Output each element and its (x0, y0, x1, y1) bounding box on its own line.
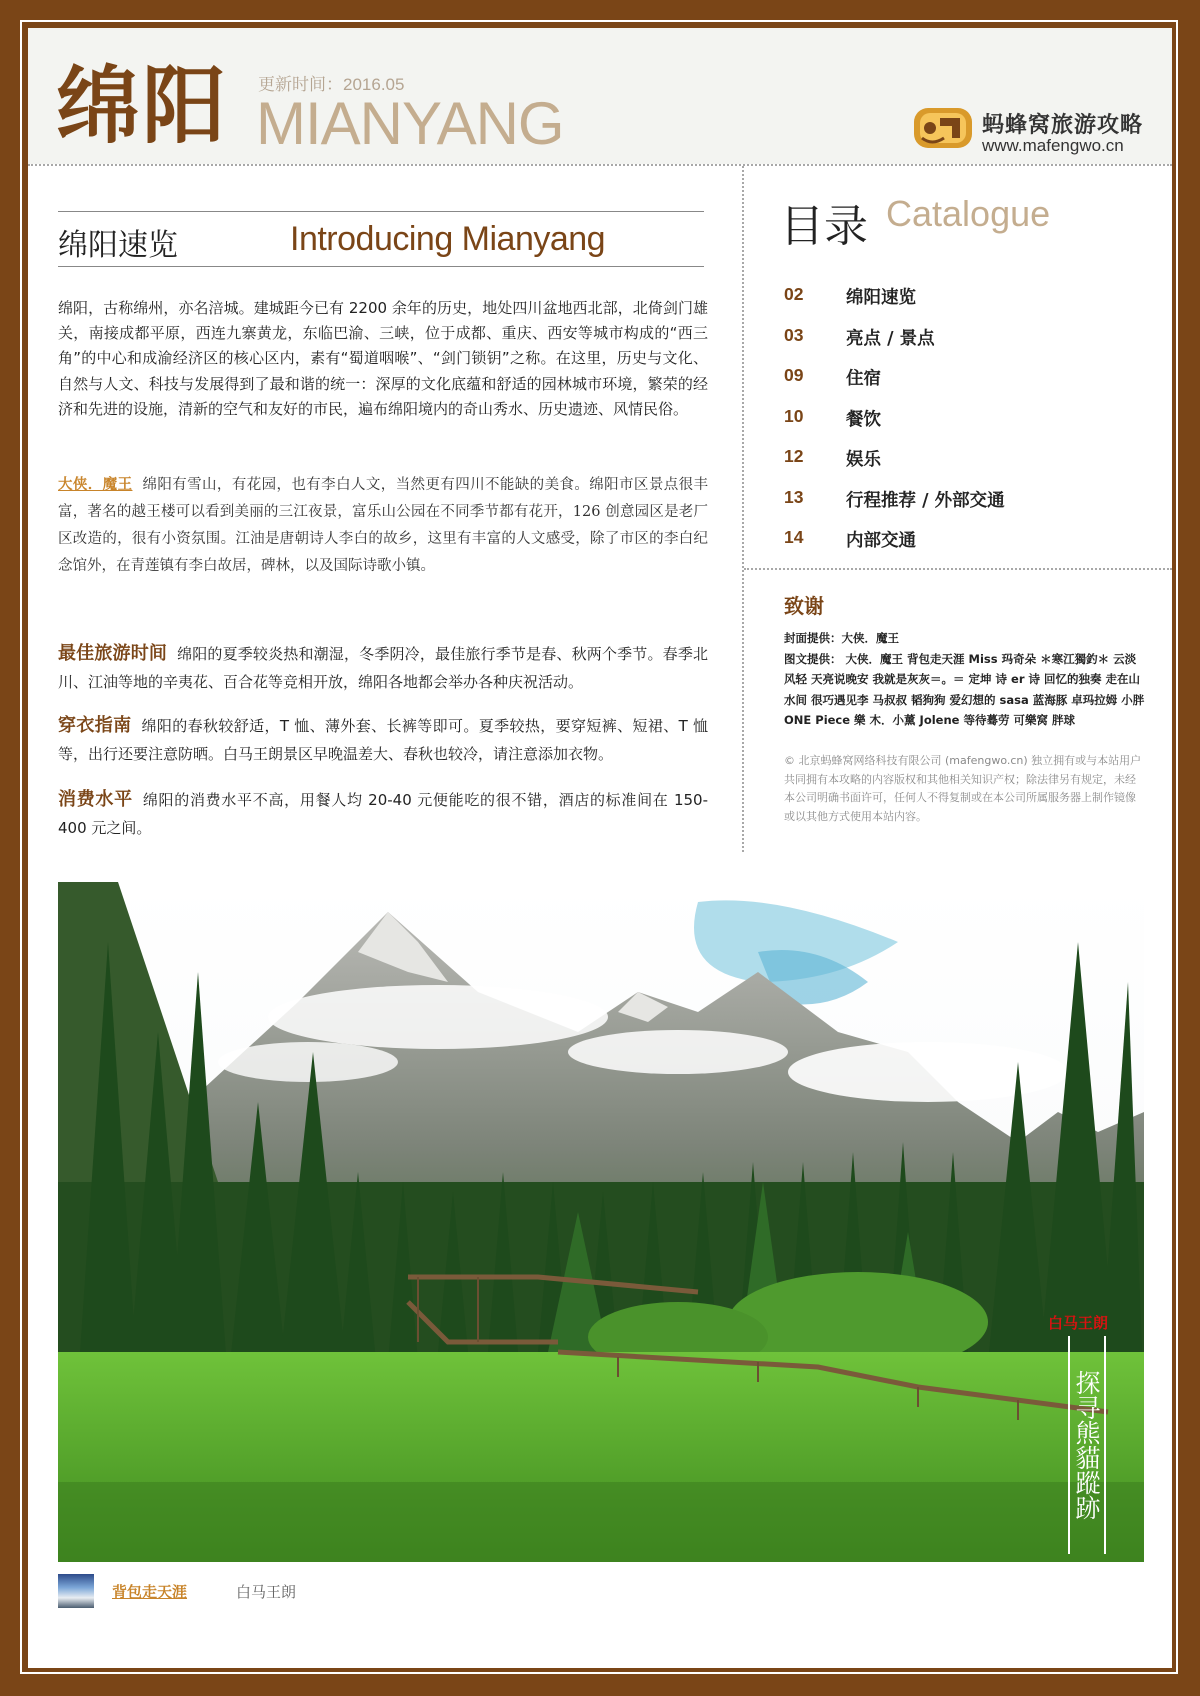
overview-title-en: Introducing Mianyang (290, 220, 606, 258)
photo-vertical-title: 探寻熊貓蹤跡 (1068, 1336, 1106, 1554)
quote-text: 绵阳有雪山，有花园，也有李白人文，当然更有四川不能缺的美食。绵阳市区景点很丰富，著名的越王楼可以看到美丽的三江夜景，富乐山公园在不同季节都有花开，126 创意园区是老厂区改造的，很有小资氛围。江油是唐朝诗人李白的故乡，这里有丰富的人文感受，除了市区的李白纪念馆外，在青莲镇有李白故居，碑林，以及国际诗歌小镇。 (58, 477, 709, 574)
toc-item[interactable] (784, 284, 1164, 325)
page-header (28, 28, 1172, 164)
toc-page-number: 10 (784, 405, 804, 426)
toc-item[interactable] (784, 527, 1164, 568)
overview-title-cn: 绵阳速览 (58, 228, 178, 263)
copyright-notice: © 北京蚂蜂窝网络科技有限公司 (mafengwo.cn) 独立拥有或与本站用户共同拥有本攻略的内容版权和其他相关知识产权；除法律另有规定，未经本公司明确书面许可，任何人不得复制或在本公司所属服务器上制作镜像或以其他方式使用本站内容。 (784, 754, 1142, 823)
tip-best-time (58, 640, 708, 696)
toc-item-label: 行程推荐 / 外部交通 (846, 490, 1005, 511)
update-time: 更新时间：2016.05 (258, 75, 405, 94)
toc-item[interactable] (784, 487, 1164, 528)
tip-cost (58, 786, 708, 842)
toc-page-number: 09 (784, 365, 804, 385)
photographer-avatar[interactable] (58, 1574, 94, 1608)
toc-page-number: 03 (784, 324, 804, 345)
catalog-divider (744, 568, 1172, 570)
cover-credit: 封面提供：大侠．魔王 (784, 631, 899, 645)
header-divider (28, 164, 1172, 166)
toc-item-label: 内部交通 (846, 531, 916, 551)
photo-credit (58, 1574, 658, 1608)
brand-name: 蚂蜂窝旅游攻略 (982, 113, 1144, 138)
tip-label: 最佳旅游时间 (58, 643, 168, 664)
tip-label: 消费水平 (58, 789, 133, 810)
mafengwo-logo-icon (912, 104, 974, 152)
toc-item[interactable] (784, 446, 1164, 487)
toc-page-number: 12 (784, 446, 804, 466)
toc-item-label: 住宿 (846, 369, 881, 389)
column-divider (742, 166, 744, 852)
mountain-forest-illustration (58, 882, 1144, 1562)
city-name-cn: 绵阳 (56, 57, 229, 155)
catalog-title-en: Catalogue (886, 193, 1051, 234)
toc-page-number: 13 (784, 486, 804, 507)
toc-item-label: 娱乐 (846, 450, 881, 470)
traveler-quote (58, 472, 708, 580)
tip-text: 绵阳的夏季较炎热和潮湿，冬季阴冷，最佳旅行季节是春、秋两个季节。春季北川、江油等地的辛夷花、百合花等竞相开放，绵阳各地都会举办各种庆祝活动。 (58, 645, 709, 691)
toc-item-label: 餐饮 (846, 409, 881, 430)
toc-item[interactable] (784, 325, 1164, 366)
toc-item-label: 亮点 / 景点 (846, 328, 935, 349)
thanks-title: 致谢 (784, 594, 824, 618)
contributor-credits: 图文提供： 大侠．魔王 背包走天涯 Miss 玛奇朵 ＊寒江獨釣＊ 云淡风轻 天亮说晚安 我就是灰灰＝。＝ 定坤 诗 er 诗 回忆的独奏 走在山水间 很巧遇见李 马叔叔 韬狗狗 爱幻想的 sasa 蓝海豚 卓玛拉姆 小胖 ONE Piece 樂 木．小薰 Jolene 等待蓦劳 可樂窝 胖球 (784, 651, 1145, 727)
tip-label: 穿衣指南 (58, 715, 132, 736)
guide-page (28, 28, 1172, 1668)
catalog-title-cn: 目录 (780, 201, 868, 252)
thanks-credits (784, 628, 1146, 731)
tip-clothing (58, 712, 708, 768)
toc-page-number: 02 (784, 284, 804, 304)
landscape-photo (58, 882, 1144, 1562)
quote-author[interactable]: 大侠．魔王 (58, 477, 133, 493)
overview-heading (58, 211, 704, 267)
photo-place: 白马王朗 (236, 1583, 297, 1601)
toc-item[interactable] (784, 406, 1164, 447)
city-name-en: MIANYANG (256, 90, 564, 157)
photo-location-tag: 白马王朗 (1048, 1314, 1109, 1332)
intro-paragraph: 绵阳，古称绵州，亦名涪城。建城距今已有 2200 余年的历史，地处四川盆地西北部，北倚剑门雄关，南接成都平原，西连九寨黄龙，东临巴渝、三峡，位于成都、重庆、西安等城市构成的“西三角”的中心和成渝经济区的核心区内，素有“蜀道咽喉”、“剑门锁钥”之称。在这里，历史与文化、自然与人文、科技与发展得到了最和谐的统一：深厚的文化底蕴和舒适的园林城市环境，繁荣的经济和先进的设施，清新的空气和友好的市民，遍布绵阳境内的奇山秀水、历史遗迹、风情民俗。 (58, 299, 708, 418)
tip-text: 绵阳的春秋较舒适，T 恤、薄外套、长裤等即可。夏季较热，要穿短裤、短裙、T 恤等，出行还要注意防晒。白马王朗景区早晚温差大、春秋也较冷，请注意添加衣物。 (58, 717, 708, 763)
table-of-contents (784, 284, 1164, 568)
toc-item[interactable] (784, 365, 1164, 406)
toc-page-number: 14 (784, 527, 804, 547)
toc-item-label: 绵阳速览 (846, 288, 916, 308)
brand-url: www.mafengwo.cn (982, 136, 1124, 155)
tip-text: 绵阳的消费水平不高，用餐人均 20-40 元便能吃的很不错，酒店的标准间在 150-400 元之间。 (58, 791, 709, 837)
photographer-link[interactable]: 背包走天涯 (112, 1583, 188, 1601)
